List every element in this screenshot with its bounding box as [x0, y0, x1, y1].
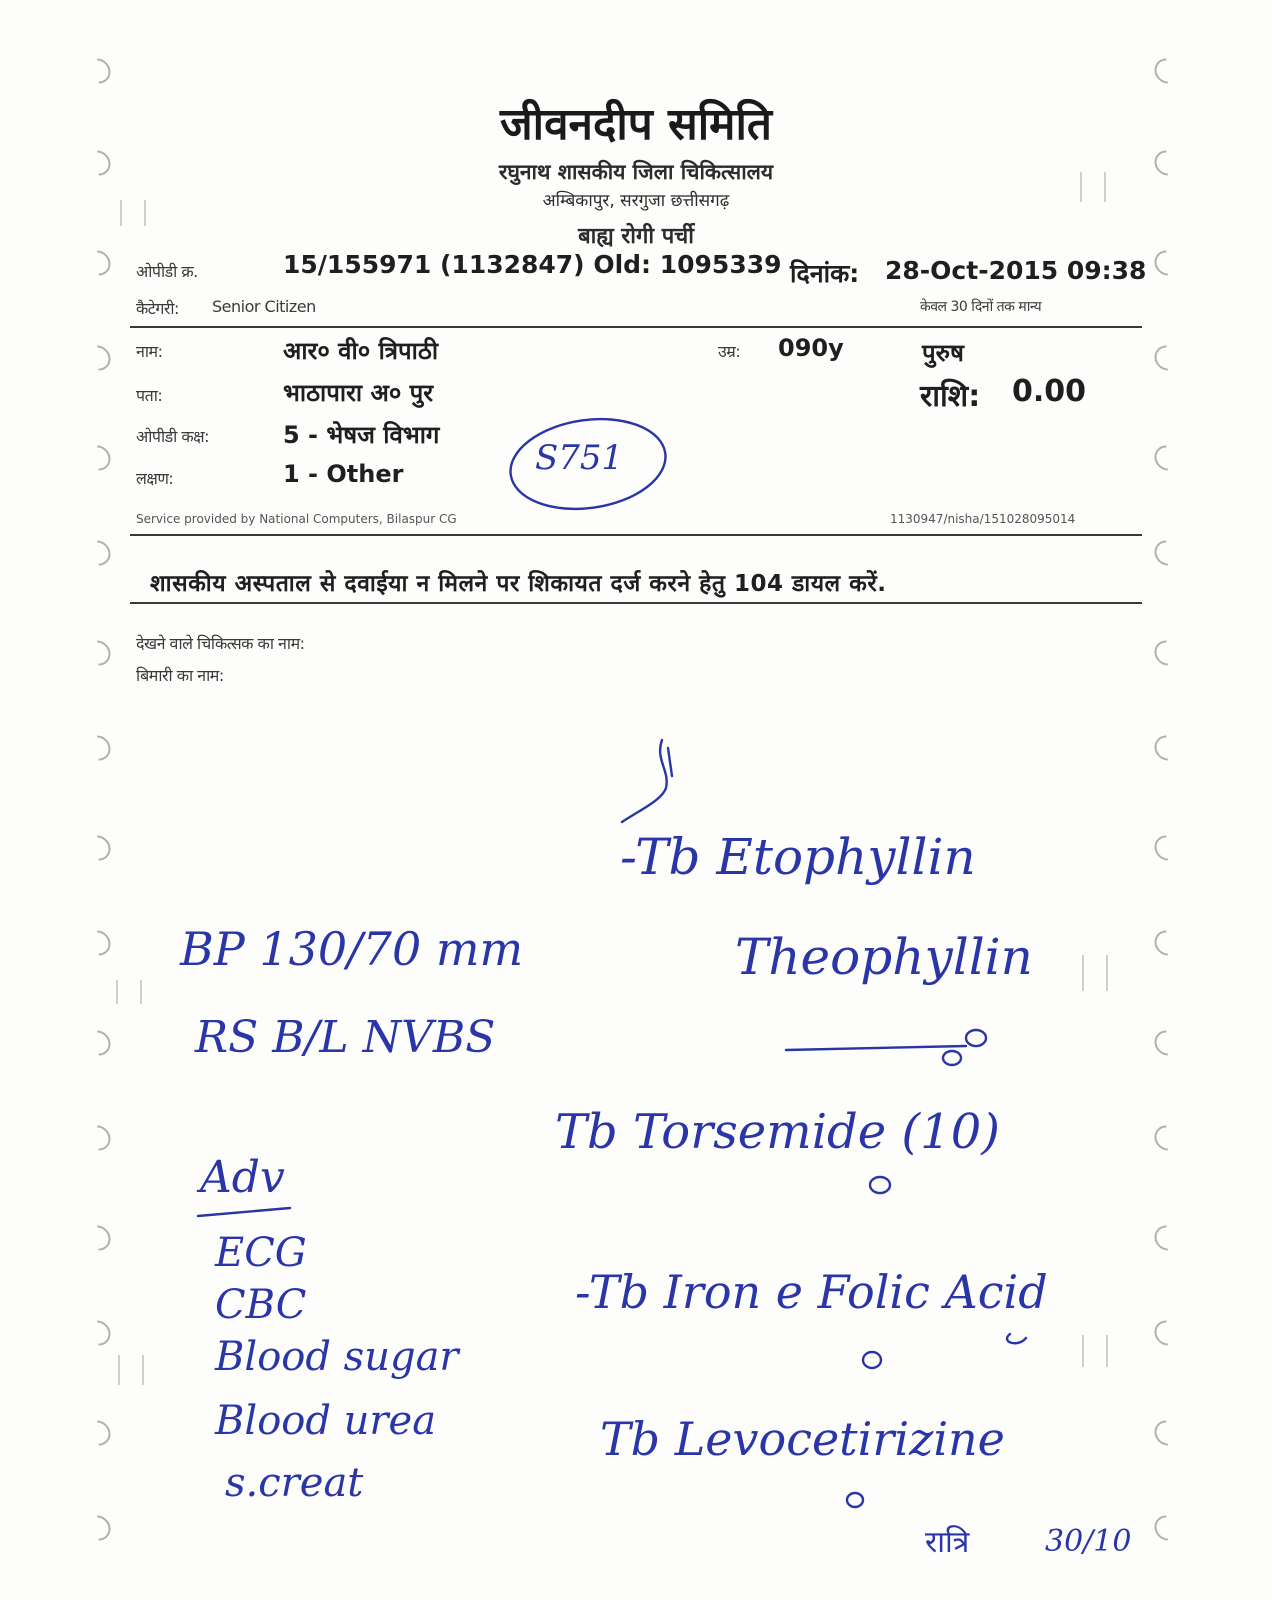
perforation-mark — [1082, 955, 1108, 991]
opd-number-value: 15/155971 (1132847) Old: 1095339 — [283, 250, 782, 279]
circled-number-text: S751 — [535, 438, 624, 478]
advice-item-3: Blood sugar — [215, 1334, 459, 1380]
amount-value: 0.00 — [1012, 374, 1087, 409]
vitals-rs: RS B/L NVBS — [195, 1012, 496, 1063]
hospital-address: अम्बिकापुर, सरगुजा छत्तीसगढ़ — [542, 191, 730, 211]
rx-line-5: Tb Levocetirizine — [600, 1412, 1005, 1466]
age-value: 090y — [778, 334, 844, 362]
perforation-mark — [118, 1355, 144, 1385]
advice-underline-ink — [190, 1196, 310, 1226]
date-note: 30/10 — [1045, 1524, 1132, 1559]
complaint-notice: शासकीय अस्पताल से दवाईया न मिलने पर शिकायत दर्ज करने हेतु 104 डायल करें. — [150, 571, 887, 597]
address-label: पता: — [136, 386, 163, 405]
vitals-bp: BP 130/70 mm — [180, 922, 524, 976]
dosage-mark-ink — [830, 1480, 890, 1520]
validity-note: केवल 30 दिनों तक मान्य — [920, 299, 1042, 315]
room-label: ओपीडी कक्ष: — [136, 427, 210, 446]
advice-item-2: CBC — [215, 1282, 307, 1328]
room-value: 5 - भेषज विभाग — [283, 421, 440, 449]
perforation-mark — [1082, 1335, 1108, 1367]
divider-middle — [130, 534, 1142, 536]
name-value: आर० वी० त्रिपाठी — [283, 337, 439, 365]
form-title: बाह्य रोगी पर्ची — [578, 224, 694, 249]
rx-arrow-ink — [600, 730, 710, 830]
divider-bottom — [130, 602, 1142, 604]
name-label: नाम: — [136, 342, 163, 361]
category-value: Senior Citizen — [212, 297, 316, 316]
date-value: 28-Oct-2015 09:38 — [885, 256, 1147, 285]
address-value: भाठापारा अ० पुर — [283, 379, 434, 407]
rx-line-2: Theophyllin — [735, 928, 1033, 986]
rx-line-4: -Tb Iron e Folic Acid — [575, 1265, 1048, 1319]
perforation-mark — [116, 980, 142, 1004]
advice-heading: Adv — [200, 1152, 285, 1203]
doctor-name-label: देखने वाले चिकित्सक का नाम: — [136, 634, 305, 653]
age-label: उम्र: — [718, 342, 741, 361]
category-label: कैटेगरी: — [136, 299, 179, 318]
symptom-value: 1 - Other — [283, 460, 404, 488]
opd-number-label: ओपीडी क्र. — [136, 262, 198, 281]
hospital-name: रघुनाथ शासकीय जिला चिकित्सालय — [498, 160, 774, 184]
gender-value: पुरुष — [922, 339, 964, 367]
advice-item-4: Blood urea — [215, 1398, 437, 1444]
date-label: दिनांक: — [790, 259, 860, 288]
signature-note: रात्रि — [925, 1525, 970, 1560]
symptom-label: लक्षण: — [136, 469, 174, 488]
dosage-mark-ink — [840, 1320, 1040, 1380]
print-code: 1130947/nisha/151028095014 — [890, 512, 1076, 526]
advice-item-1: ECG — [215, 1230, 307, 1276]
service-note: Service provided by National Computers, Bilaspur CG — [136, 512, 457, 526]
dosage-mark-ink — [860, 1170, 900, 1200]
disease-name-label: बिमारी का नाम: — [136, 666, 224, 685]
advice-item-5: s.creat — [225, 1460, 364, 1506]
divider-top — [130, 326, 1142, 328]
rx-line-1: -Tb Etophyllin — [620, 828, 976, 886]
amount-label: राशि: — [920, 379, 981, 414]
org-title: जीवनदीप समिति — [500, 99, 772, 150]
dosage-mark-ink — [780, 1020, 1000, 1070]
rx-line-3: Tb Torsemide (10) — [555, 1104, 1000, 1160]
